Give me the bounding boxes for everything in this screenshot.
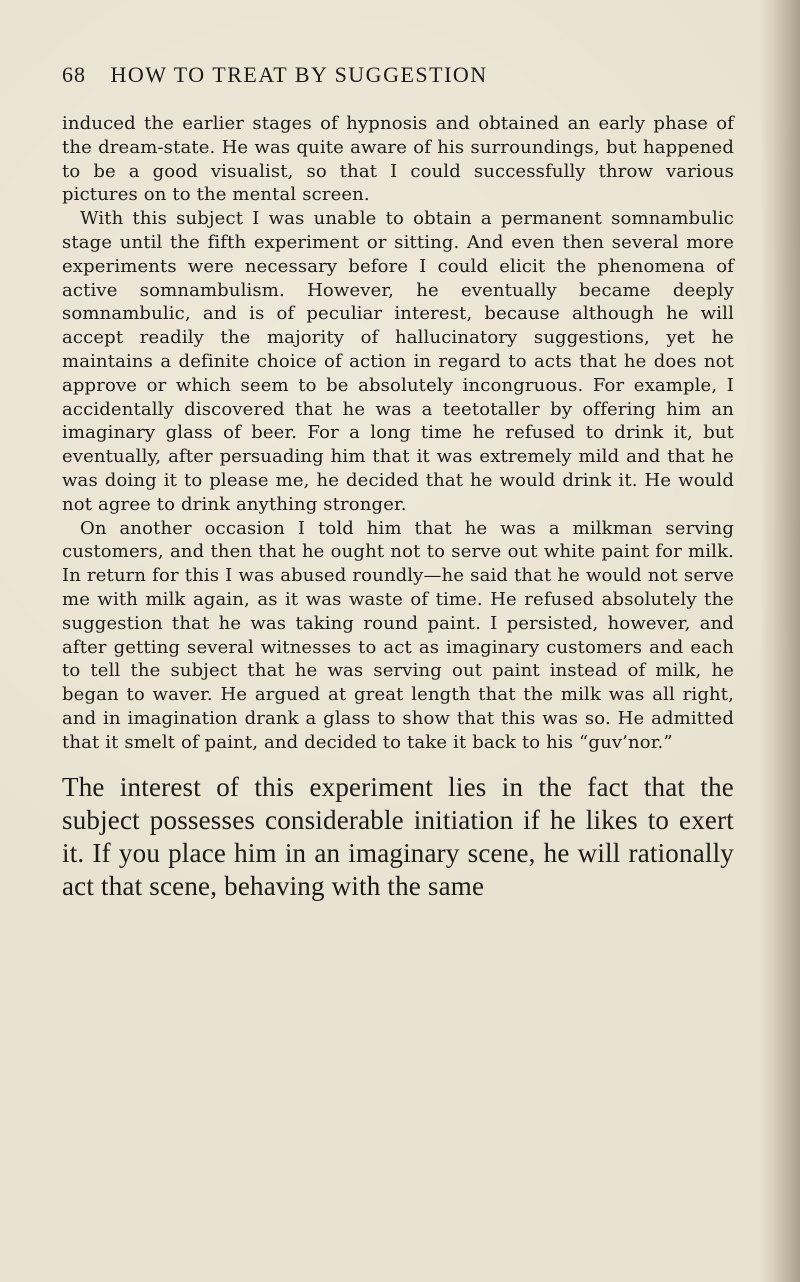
paragraph-2: With this subject I was unable to obtain a permanent somnambulic stage until the fifth experiment or sitting. And even then several more experiments were necessary before I could elicit the phenomena of active somnambulism. However, he eventually became deeply somnambulic, and is of peculiar interest, because although he will accept readily the majority of hallucinatory suggestions, yet he maintains a definite choice of action in regard to acts that he does not approve or which seem to be absolutely incongruous. For example, I accidentally discovered that he was a teetotaller by offering him an imaginary glass of beer. For a long time he refused to drink it, but eventually, after persuading him that it was extremely mild and that he was doing it to please me, he decided that he would drink it. He would not agree to drink anything stronger. bbox=[62, 208, 734, 515]
running-title: HOW TO TREAT BY SUGGESTION bbox=[110, 62, 488, 87]
paragraph-3: On another occasion I told him that he was a milkman serving customers, and then that he ought not to serve out white paint for milk. In return for this I was abused roundly—he said that he would not serve me with milk again, as it was waste of time. He refused absolutely the suggestion that he was taking round paint. I persisted, however, and after getting several witnesses to act as imaginary customers and each to tell the subject that he was serving out paint instead of milk, he began to waver. He argued at great length that the milk was all right, and in imagination drank a glass to show that this was so. He admitted that it smelt of paint, and decided to take it back to his “guv’nor.” bbox=[62, 517, 734, 753]
page-number: 68 bbox=[62, 62, 86, 87]
paragraph-4: The interest of this experiment lies in the fact that the subject possesses considerable initiation if he likes to exert it. If you place him in an imaginary scene, he will rationally act that scene, behaving with the same bbox=[62, 771, 734, 901]
body-text bbox=[62, 112, 734, 903]
page-edge-shadow bbox=[772, 0, 800, 1282]
paragraph-1: induced the earlier stages of hypnosis and obtained an early phase of the dream-state. He was quite aware of his surroundings, but happened to be a good visualist, so that I could successfully throw various pictures on to the mental screen. bbox=[62, 113, 734, 206]
page-header bbox=[62, 62, 662, 88]
